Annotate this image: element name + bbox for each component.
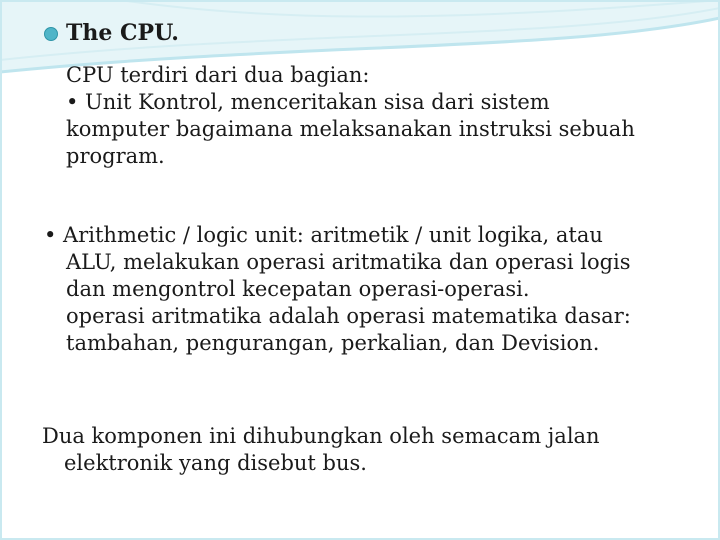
text-line: program.	[66, 144, 165, 168]
text-line: elektronik yang disebut bus.	[64, 451, 367, 475]
text-line: komputer bagaimana melaksanakan instruksi sebuah	[66, 117, 635, 141]
slide-title: The CPU.	[66, 20, 179, 46]
text-line: operasi aritmatika adalah operasi matematika dasar:	[66, 304, 631, 328]
text-line: ALU, melakukan operasi aritmatika dan operasi logis	[66, 250, 631, 274]
text-line: • Arithmetic / logic unit: aritmetik / unit logika, atau	[44, 223, 603, 247]
text-line: • Unit Kontrol, menceritakan sisa dari sistem	[66, 90, 550, 114]
text-line: tambahan, pengurangan, perkalian, dan Devision.	[66, 331, 600, 355]
paragraph-cpu-parts	[66, 62, 635, 170]
text-line: dan mengontrol kecepatan operasi-operasi.	[66, 277, 530, 301]
paragraph-bus	[42, 423, 600, 477]
text-line: CPU terdiri dari dua bagian:	[66, 63, 370, 87]
paragraph-alu	[44, 222, 631, 357]
text-line: Dua komponen ini dihubungkan oleh semacam jalan	[42, 424, 600, 448]
round-bullet-icon	[44, 27, 58, 41]
